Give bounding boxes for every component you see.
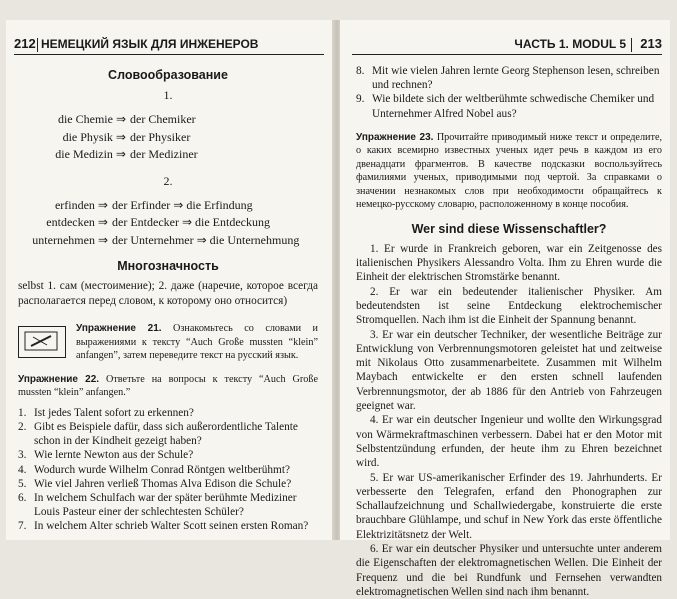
question-text: Gibt es Beispiele dafür, dass sich außerordentliche Talente schon in der Kindheit gezeigt haben?	[34, 420, 298, 448]
left-page-number: 212	[14, 36, 36, 51]
list-item	[18, 477, 318, 491]
text-paragraph: 5. Er war US-amerikanischer Erfinder des 19. Jahrhunderts. Er verbesserte den Telegrafen, erfand den Phonographen zur Schallaufzeichnung und Schallwiedergabe, konstruierte die erste brauchbare Glühlampe, und schuf in New York das erste öffentliche Elektrizitätsnetz der Welt.	[356, 471, 662, 541]
derived-word: der Mediziner	[130, 147, 198, 161]
question-number: 9.	[356, 93, 365, 106]
right-column	[356, 60, 662, 599]
polysemy-entry: selbst 1. сам (местоимение); 2. даже (наречие, которое всегда располагается перед словом, к которому оно относится)	[18, 280, 318, 307]
word-formation-group-2	[18, 197, 318, 250]
pencil-icon	[18, 326, 66, 358]
list-item	[18, 406, 318, 420]
question-number: 4.	[18, 463, 27, 476]
exercise-21	[18, 322, 318, 363]
exercise-21-body: Ознакомьтесь со словами и выражениями к тексту “Auch Große mussten “klein” anfangen”, затем переведите текст на русский язык.	[76, 323, 319, 362]
left-running-head	[14, 32, 324, 55]
question-number: 6.	[18, 491, 27, 504]
word-formation-row	[18, 197, 318, 215]
section-title-word-formation: Словообразование	[108, 68, 228, 82]
word-formation-row	[18, 232, 318, 250]
derived-word: der Entdecker ⇒ die Entdeckung	[112, 215, 270, 229]
exercise-21-label: Упражнение 21.	[76, 323, 162, 335]
base-word: entdecken ⇒	[46, 215, 108, 229]
question-text: Wie bildete sich der weltberühmte schwedische Chemiker und Unternehmer Alfred Nobel aus?	[372, 93, 655, 120]
question-number: 3.	[18, 449, 27, 462]
question-text: Wie viel Jahren verließ Thomas Alva Edison die Schule?	[34, 477, 292, 490]
word-formation-row	[18, 129, 318, 147]
question-number: 7.	[18, 520, 27, 533]
text-title: Wer sind diese Wissenschaftler?	[411, 221, 607, 236]
list-item	[18, 519, 318, 533]
exercise-22-label: Упражнение 22.	[18, 373, 100, 385]
question-text: In welchem Schulfach war der später berühmte Mediziner Louis Pasteur einer der schlechtesten Schüler?	[34, 491, 297, 519]
right-head-title: ЧАСТЬ 1. MODUL 5	[514, 37, 626, 51]
question-number: 5.	[18, 477, 27, 490]
right-page-number: 213	[640, 36, 662, 51]
derived-word: der Physiker	[130, 129, 191, 144]
question-number: 2.	[18, 420, 27, 433]
word-formation-row	[18, 111, 318, 129]
base-word: die Chemie ⇒	[57, 112, 126, 126]
word-formation-row	[18, 214, 318, 232]
head-separator	[37, 38, 38, 52]
base-word: die Physik ⇒	[62, 129, 126, 144]
text-paragraph: 1. Er wurde in Frankreich geboren, war ein Zeitgenosse des italienischen Physikers Alessandro Volta. Ihm zu Ehren wurde die Einheit der elektrischen Stromstärke benannt.	[356, 242, 662, 284]
group-number: 2.	[163, 173, 173, 188]
word-formation-group-1	[18, 111, 318, 164]
list-item	[18, 420, 318, 448]
list-item	[18, 448, 318, 462]
left-head-title: НЕМЕЦКИЙ ЯЗЫК ДЛЯ ИНЖЕНЕРОВ	[41, 37, 259, 51]
section-title-polysemy: Многозначность	[117, 259, 219, 273]
text-paragraph: 6. Er war ein deutscher Physiker und untersuchte unter anderem die Eigenschaften der elektromagnetischen Wellen. Die Einheit der Frequenz und die bei Rundfunk und Fernsehen verwandten elektromagnetischen Wellen sind nach ihm benannt.	[356, 543, 662, 598]
base-word: die Medizin ⇒	[55, 147, 126, 161]
exercise-21-text	[76, 322, 318, 363]
question-text: Mit wie vielen Jahren lernte Georg Stephenson lesen, schreiben und rechnen?	[372, 65, 660, 92]
question-number: 8.	[356, 65, 365, 77]
question-list-right	[356, 64, 662, 121]
question-text: Wodurch wurde Wilhelm Conrad Röntgen weltberühmt?	[34, 463, 290, 476]
list-item	[18, 491, 318, 519]
exercise-22-body: Ответьте на вопросы к тексту “Auch Große mussten “klein” anfangen.”	[18, 373, 319, 399]
exercise-22-text	[18, 373, 318, 400]
question-text: Wie lernte Newton aus der Schule?	[34, 449, 194, 462]
exercise-23-body: Прочитайте приводимый ниже текст и определите, о каких всемирно известных ученых идет речь в каждом из его двенадцати фрагментов. В качестве подсказки воспользуйтесь фамилиями ученых, приводимыми под чертой. За справками о значении незнакомых слов при необходимости обращайтесь к немецко-русскому словарю, расположенному в конце пособия.	[356, 131, 663, 211]
exercise-23-label: Упражнение 23.	[356, 131, 434, 143]
list-item	[356, 92, 662, 120]
word-formation-row	[18, 146, 318, 164]
base-word: unternehmen ⇒	[32, 232, 108, 247]
text-paragraph: 3. Er war ein deutscher Techniker, der wesentliche Beiträge zur Entwicklung von Verbrennungsmotoren geleistet hat und zeitweise mit Nikolaus Otto zusammenarbeitete. Zusammen mit Wilhelm Maybach entwickelte er den ersten schnell laufenden Verbrennungsmotor, der ab 1886 für den Antrieb von Fahrzeugen geeignet war.	[356, 328, 662, 413]
base-word: erfinden ⇒	[54, 197, 108, 212]
question-text: In welchem Alter schrieb Walter Scott seinen ersten Roman?	[34, 520, 309, 533]
text-paragraph: 4. Er war ein deutscher Ingenieur und wollte den Wirkungsgrad von Wärmekraftmaschinen verbessern. Dabei hat er den Motor mit Selbstentzündung erfunden, der heute ihm zu Ehren bezeichnet wird.	[356, 414, 662, 470]
list-item	[356, 64, 662, 92]
text-paragraph: 2. Er war ein bedeutender italienischer Physiker. Am bedeutendsten ist seine Entdeckung elektrochemischer Stromquellen. Nach ihm ist die Einheit der Spannung benannt.	[356, 285, 662, 327]
derived-word: der Erfinder ⇒ die Erfindung	[112, 197, 253, 212]
derived-word: der Unternehmer ⇒ die Unternehmung	[112, 232, 300, 247]
exercise-23-text	[356, 131, 662, 212]
question-number: 1.	[18, 406, 27, 419]
question-text: Ist jedes Talent sofort zu erkennen?	[34, 406, 194, 419]
list-item	[18, 463, 318, 477]
derived-word: der Chemiker	[130, 112, 196, 126]
left-column	[18, 60, 318, 534]
right-running-head	[352, 32, 662, 55]
head-separator	[631, 38, 632, 52]
question-list-left	[18, 406, 318, 534]
group-number: 1.	[163, 88, 173, 102]
